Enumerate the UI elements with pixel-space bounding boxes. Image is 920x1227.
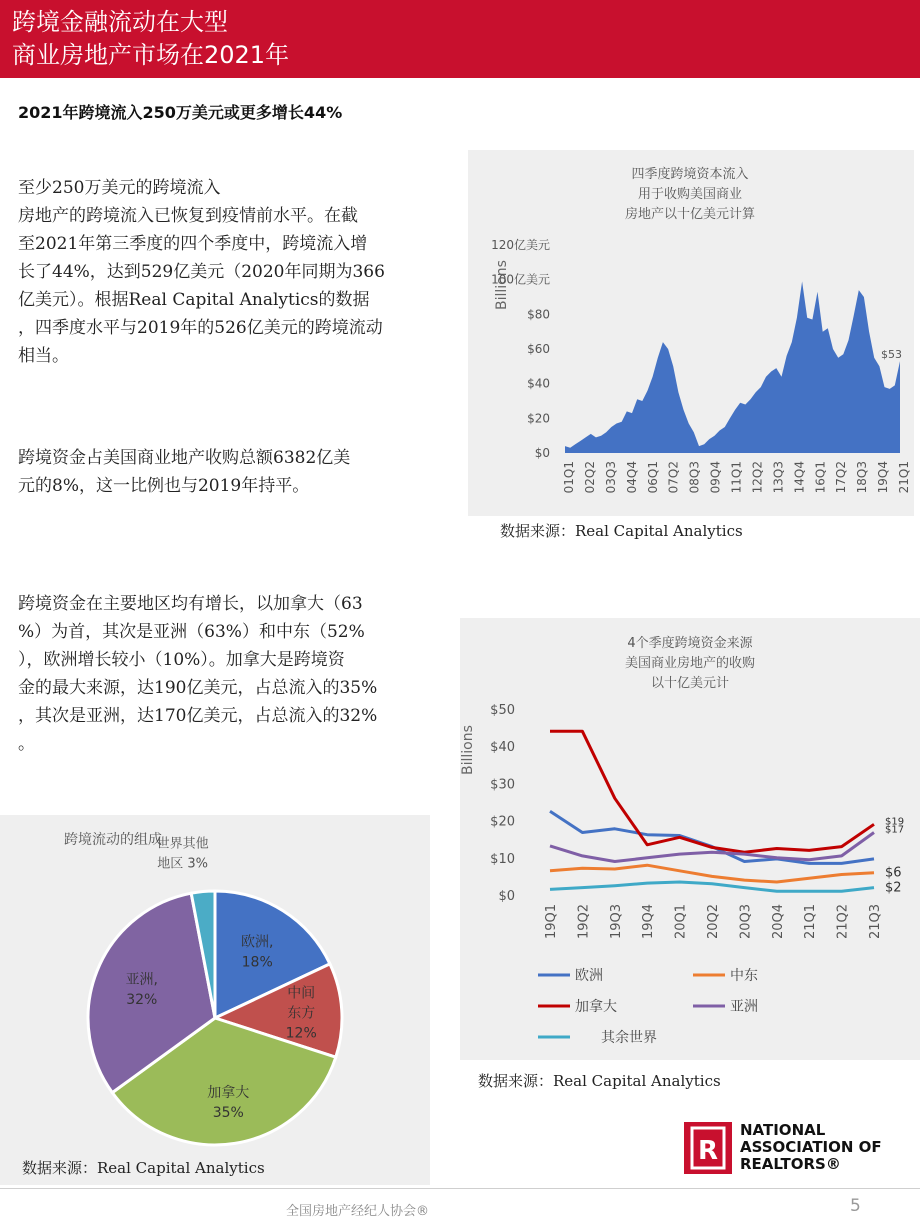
- x-tick-label: 19Q3: [608, 904, 624, 940]
- x-tick-label: 16Q1: [813, 461, 828, 494]
- pie-label: 欧洲,: [240, 934, 274, 951]
- y-tick-label: $30: [490, 777, 515, 793]
- y-tick-label: $40: [527, 376, 550, 391]
- legend-label: 加拿大: [575, 999, 617, 1015]
- paragraph-line: 跨境资金占美国商业地产收购总额6382亿美: [18, 448, 351, 468]
- x-tick-label: 03Q3: [603, 461, 618, 494]
- pie-label: 亚洲,: [125, 972, 159, 989]
- chart-title-line: 四季度跨境资本流入: [631, 167, 749, 182]
- x-tick-label: 01Q1: [562, 461, 576, 494]
- section-subtitle: 2021年跨境流入250万美元或更多增长44%: [18, 103, 343, 122]
- nar-logo: [684, 1122, 914, 1174]
- x-tick-label: 06Q1: [645, 461, 660, 494]
- y-tick-label: $0: [534, 446, 550, 460]
- logo-mark-graphic: [684, 1122, 732, 1174]
- paragraph-line: ，其次是亚洲，达170亿美元，占总流入的32%: [18, 706, 378, 726]
- source-note-2: 数据来源：Real Capital Analytics: [478, 1072, 721, 1090]
- y-tick-label: $80: [527, 307, 550, 322]
- series-line-canada: [550, 731, 874, 852]
- x-tick-label: 19Q1: [544, 904, 559, 940]
- paragraph-line: 至2021年第三季度的四个季度中，跨境流入增: [18, 234, 368, 254]
- end-value-label: $2: [885, 880, 902, 896]
- line-series-group: [550, 731, 874, 891]
- x-tick-label: 19Q2: [576, 904, 592, 940]
- page-number: 5: [850, 1196, 861, 1216]
- logo-line: NATIONAL: [740, 1121, 826, 1139]
- end-value-label: $19: [885, 816, 905, 828]
- chart-title-line: 4个季度跨境资金来源: [627, 636, 753, 651]
- source-note-3: 数据来源：Real Capital Analytics: [22, 1159, 265, 1177]
- y-tick-label: $20: [490, 814, 515, 830]
- x-tick-label: 21Q3: [868, 904, 883, 940]
- area-series: [565, 281, 900, 453]
- legend-label: 欧洲: [575, 968, 603, 984]
- area-chart: [468, 150, 914, 516]
- paragraph-2: [18, 444, 443, 500]
- legend-label: 亚洲: [730, 999, 758, 1015]
- x-tick-label: 14Q4: [792, 461, 807, 494]
- y-tick-label: 120亿美元: [491, 238, 550, 252]
- page-title-line2: 商业房地产市场在2021年: [12, 41, 290, 69]
- footer-org: 全国房地产经纪人协会®: [286, 1204, 430, 1219]
- chart-title-line: 房地产以十亿美元计算: [624, 207, 756, 222]
- legend-label: 其余世界: [601, 1030, 657, 1046]
- x-tick-label: 09Q4: [708, 461, 723, 494]
- pie-label: 地区 3%: [157, 856, 209, 872]
- pie-label: 中间: [287, 985, 316, 1002]
- legend-label: 中东: [730, 968, 758, 984]
- logo-mark-letter: R: [697, 1136, 719, 1166]
- chart-legend: [538, 967, 758, 1046]
- x-tick-labels: [562, 461, 911, 493]
- pie-label: 32%: [126, 992, 158, 1009]
- logo-wordmark: [740, 1122, 882, 1173]
- pie-label: 18%: [241, 954, 273, 971]
- paragraph-line: 亿美元）。根据Real Capital Analytics的数据: [18, 290, 370, 310]
- pie-label: 加拿大: [207, 1085, 250, 1102]
- page-title-line1: 跨境金融流动在大型: [12, 8, 228, 36]
- x-tick-label: 17Q2: [834, 461, 849, 494]
- pie-label: 东方: [287, 1005, 316, 1022]
- chart-title-line: 美国商业房地产的收购: [624, 656, 756, 671]
- x-tick-label: 21Q1: [803, 904, 819, 940]
- series-line-rest: [550, 882, 874, 891]
- x-tick-label: 04Q4: [624, 461, 639, 494]
- y-tick-label: $60: [527, 342, 550, 356]
- x-tick-label: 19Q4: [876, 461, 891, 494]
- x-tick-label: 20Q3: [738, 904, 754, 940]
- x-tick-label: 08Q3: [687, 461, 702, 494]
- paragraph-line: 跨境资金在主要地区均有增长，以加拿大（63: [18, 594, 363, 614]
- logo-line: ASSOCIATION OF: [740, 1138, 882, 1156]
- paragraph-line: ，四季度水平与2019年的526亿美元的跨境流动: [18, 318, 383, 338]
- end-value-label: $6: [885, 865, 902, 881]
- y-axis-label: Billions: [460, 725, 476, 775]
- x-tick-label: 21Q2: [835, 904, 851, 940]
- x-tick-label: 11Q1: [729, 461, 744, 494]
- paragraph-line: 房地产的跨境流入已恢复到疫情前水平。在截: [18, 206, 358, 226]
- x-tick-label: 20Q4: [770, 904, 786, 940]
- chart-title-line: 用于收购美国商业: [637, 187, 743, 202]
- logo-line: REALTORS®: [740, 1155, 841, 1173]
- end-value-labels: [885, 816, 904, 895]
- line-chart-panel: [460, 618, 920, 1060]
- chart-title: 跨境流动的组成: [64, 832, 162, 848]
- x-tick-label: 20Q1: [673, 904, 689, 940]
- pie-chart-panel: [0, 815, 430, 1185]
- x-tick-labels: [544, 904, 883, 939]
- paragraph-line: %）为首，其次是亚洲（63%）和中东（52%: [18, 622, 365, 642]
- pie-label: 世界其他: [156, 836, 209, 852]
- x-tick-label: 07Q2: [666, 461, 681, 494]
- paragraph-3: [18, 590, 443, 758]
- series-line-europe: [550, 811, 874, 863]
- x-tick-label: 18Q3: [855, 461, 870, 494]
- end-value-label: $17: [885, 824, 905, 836]
- paragraph-line: 元的8%，这一比例也与2019年持平。: [18, 476, 310, 496]
- area-chart-panel: [468, 150, 914, 516]
- source-note-1: 数据来源：Real Capital Analytics: [500, 522, 743, 540]
- x-tick-label: 13Q3: [771, 461, 786, 494]
- footer-divider: [0, 1188, 920, 1189]
- paragraph-line: 金的最大来源，达190亿美元，占总流入的35%: [18, 678, 378, 698]
- realtor-r-logo-icon: [684, 1122, 732, 1174]
- paragraph-1: [18, 174, 443, 370]
- paragraph-line: 至少250万美元的跨境流入: [18, 178, 221, 198]
- y-tick-label: $0: [498, 889, 515, 904]
- y-tick-label: $50: [490, 703, 515, 718]
- page-title: [12, 6, 289, 72]
- x-tick-label: 02Q2: [582, 461, 597, 494]
- y-tick-label: 100亿美元: [491, 272, 550, 287]
- pie-label: 12%: [285, 1025, 317, 1042]
- line-chart: [460, 618, 920, 1060]
- x-tick-label: 19Q4: [641, 904, 657, 940]
- chart-title-line: 以十亿美元计: [650, 676, 730, 691]
- paragraph-line: 。: [18, 734, 35, 754]
- pie-label: 35%: [212, 1105, 244, 1122]
- y-tick-label: $20: [527, 411, 550, 426]
- paragraph-line: 相当。: [18, 346, 69, 366]
- paragraph-line: 长了44%，达到529亿美元（2020年同期为366: [18, 262, 385, 282]
- x-tick-label: 21Q1: [897, 461, 911, 494]
- y-tick-labels: [490, 703, 515, 904]
- series-line-middle_east: [550, 865, 874, 882]
- x-tick-label: 20Q2: [706, 904, 721, 940]
- end-value-label: $53: [881, 348, 902, 362]
- y-tick-label: $10: [490, 851, 515, 867]
- x-tick-label: 12Q2: [750, 461, 765, 494]
- paragraph-line: ），欧洲增长较小（10%）。加拿大是跨境资: [18, 650, 345, 670]
- page-header: [0, 0, 920, 78]
- pie-chart: [0, 815, 430, 1185]
- y-axis-label: Billions: [494, 260, 510, 310]
- y-tick-label: $40: [490, 740, 515, 756]
